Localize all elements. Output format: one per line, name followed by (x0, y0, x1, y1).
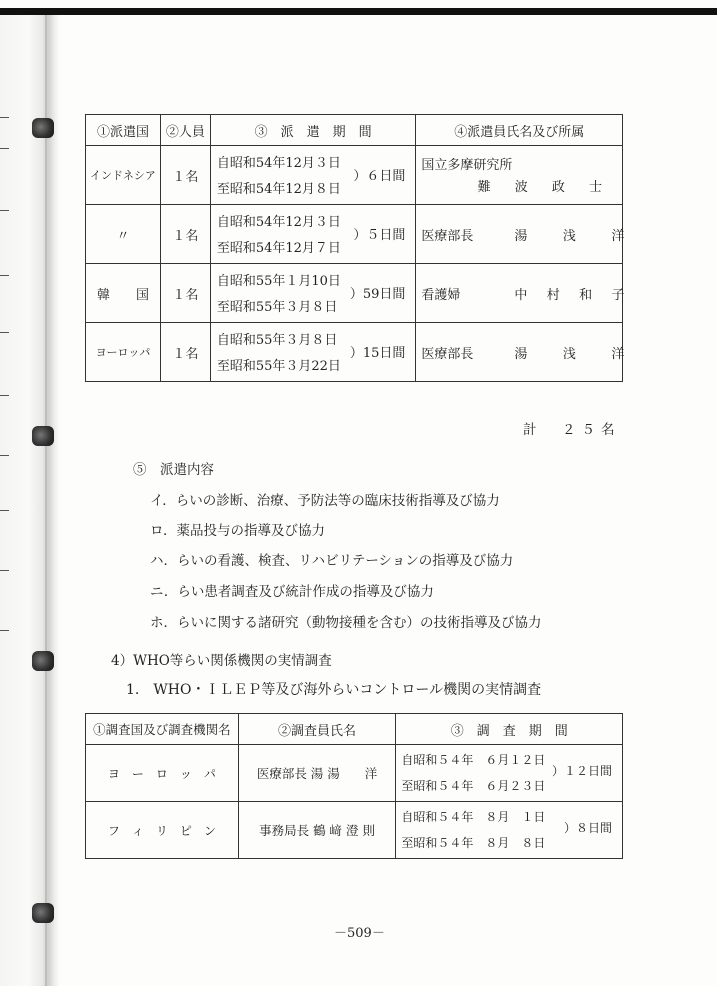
survey-table (85, 713, 623, 859)
section-4-heading: 4）WHO等らい関係機関の実情調査 (111, 653, 332, 669)
row-place: ヨ ー ロ ッ パ (86, 745, 239, 802)
binder-ring (32, 118, 54, 138)
table-row (86, 205, 623, 264)
row-investigator: 医療部長 湯 湯 洋 (238, 745, 396, 802)
left-edge-mark (0, 275, 9, 276)
period-to: 至昭和55年３月22日 (216, 359, 341, 374)
row-count: １名 (160, 264, 210, 323)
period-to: 至昭和54年12月７日 (216, 241, 341, 256)
member-title: 医療部長 (421, 229, 474, 244)
name-char: 湯 (514, 347, 528, 362)
table-row (86, 745, 623, 802)
list-item: ハ．らいの看護、検査、リハビリテーションの指導及び協力 (150, 553, 514, 569)
table-row (86, 264, 623, 323)
header-country: ①派遣国 (86, 115, 161, 146)
period-from: 自昭和55年１月10日 (216, 274, 341, 289)
table-row (86, 323, 623, 382)
period-duration: ）１２日間 (551, 764, 612, 778)
list-item: ホ．らいに関する諸研究（動物接種を含む）の技術指導及び協力 (150, 615, 542, 631)
left-edge-mark (0, 332, 9, 333)
name-char: 洋 (611, 229, 625, 244)
left-edge-mark (0, 455, 9, 456)
survey-table-header (86, 714, 623, 745)
period-duration: ）８日間 (563, 821, 612, 835)
name-char: 和 (579, 288, 593, 303)
row-investigator: 事務局長 鶴 﨑 澄 則 (238, 802, 396, 859)
name-char: 湯 (514, 229, 528, 244)
period-to: 至昭和５４年 ６月２３日 (401, 779, 546, 793)
left-edge-mark (0, 570, 9, 571)
row-count: １名 (160, 323, 210, 382)
binding-spine (45, 15, 47, 986)
row-count: １名 (160, 146, 210, 205)
row-count: １名 (160, 205, 210, 264)
period-from: 自昭和55年３月８日 (216, 333, 338, 348)
left-edge-mark (0, 210, 9, 211)
table-row (86, 802, 623, 859)
list-item: ロ．薬品投与の指導及び協力 (150, 523, 325, 539)
section-5-title: ⑤ 派遣内容 (133, 462, 214, 478)
name-char: 子 (611, 288, 625, 303)
top-edge-bar (0, 8, 717, 15)
table-row (86, 146, 623, 205)
left-edge-mark (0, 630, 9, 631)
page-number: －509－ (334, 926, 385, 941)
period-to: 至昭和５４年 ８月 ８日 (401, 836, 546, 850)
header-survey-period: ③ 調 査 期 間 (396, 714, 623, 745)
header-member: ④派遣員氏名及び所属 (416, 115, 623, 146)
row-place: フ ィ リ ピ ン (86, 802, 239, 859)
list-item: ニ．らい患者調査及び統計作成の指導及び協力 (150, 584, 434, 600)
name-char: 村 (546, 288, 560, 303)
header-investigator: ②調査員氏名 (238, 714, 396, 745)
period-to: 至昭和55年３月８日 (216, 300, 338, 315)
member-affiliation: 国立多摩研究所 (421, 158, 513, 173)
list-item: イ．らいの診断、治療、予防法等の臨床技術指導及び協力 (150, 493, 500, 509)
header-place: ①調査国及び調査機関名 (86, 714, 239, 745)
subsection-1-heading: 1. WHO・ＩＬＥＰ等及び海外らいコントロール機関の実情調査 (126, 682, 542, 698)
binder-ring (32, 426, 54, 446)
member-title: 医療部長 (421, 347, 474, 362)
row-country: 〃 (86, 205, 161, 264)
member-name (514, 343, 624, 362)
period-from: 自昭和５４年 ６月１２日 (401, 753, 546, 767)
left-edge-mark (0, 395, 9, 396)
binder-ring (32, 651, 54, 671)
total-count: 計 ２５名 (523, 422, 621, 438)
period-from: 自昭和54年12月３日 (216, 215, 341, 230)
period-from: 自昭和54年12月３日 (216, 156, 341, 171)
name-char: 浅 (562, 347, 576, 362)
name-char: 中 (514, 288, 528, 303)
row-country: ヨーロッパ (86, 323, 161, 382)
period-duration: ）６日間 (353, 169, 406, 184)
row-country: インドネシア (86, 146, 161, 205)
binding-shadow (0, 15, 60, 986)
period-from: 自昭和５４年 ８月 １日 (401, 810, 546, 824)
left-edge-mark (0, 510, 9, 511)
member-title: 看護婦 (421, 288, 461, 303)
dispatch-table (85, 114, 623, 382)
period-duration: ）５日間 (353, 228, 406, 243)
row-country: 韓 国 (86, 264, 161, 323)
period-duration: ）59日間 (349, 287, 406, 302)
header-count: ②人員 (160, 115, 210, 146)
name-char: 浅 (562, 229, 576, 244)
member-name: 難 波 政 士 (477, 180, 612, 195)
period-to: 至昭和54年12月８日 (216, 182, 341, 197)
name-char: 洋 (611, 347, 625, 362)
member-name (514, 225, 624, 244)
header-period: ③ 派 遣 期 間 (210, 115, 416, 146)
dispatch-table-header (86, 115, 623, 146)
period-duration: ）15日間 (349, 346, 406, 361)
left-edge-mark (0, 148, 9, 149)
binder-ring (32, 903, 54, 923)
left-edge-mark (0, 117, 9, 118)
member-name (514, 284, 624, 303)
